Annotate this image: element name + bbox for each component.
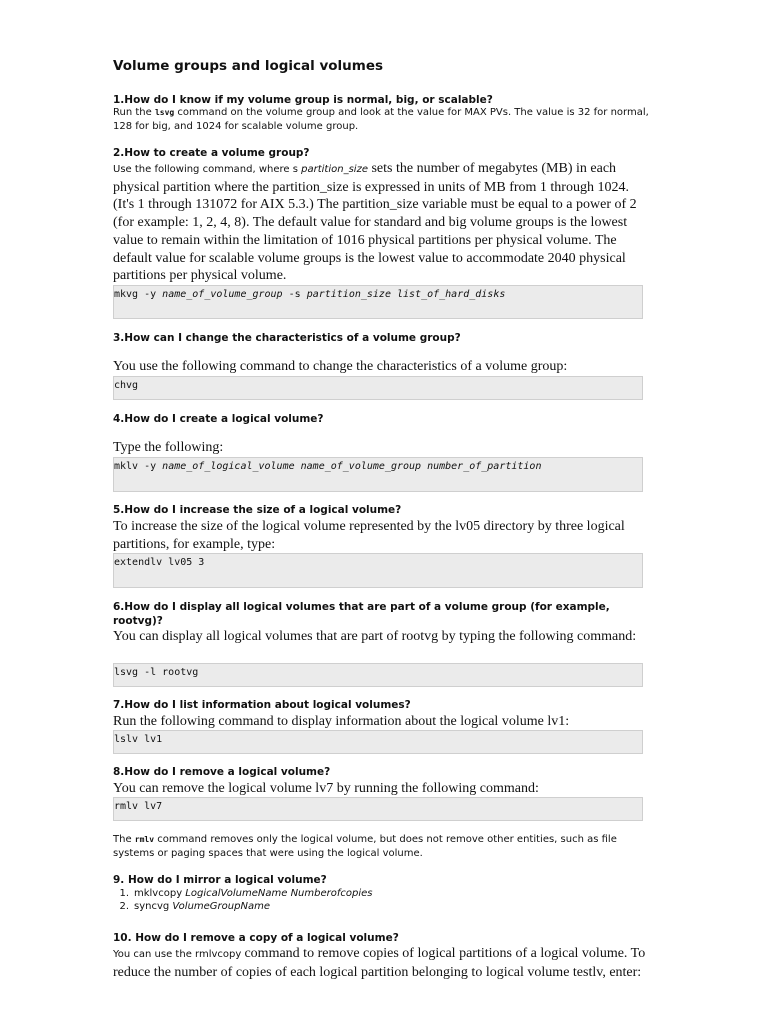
answer-5: To increase the size of the logical volume represented by the lv05 directory by three logical partitions, for example, type:: [113, 519, 625, 552]
code-block-extendlv: extendlv lv05 3: [113, 553, 643, 588]
lsvg-command: lsvg: [154, 108, 175, 117]
answer-1: Run the lsvg command on the volume group and look at the value for MAX PVs. The value is 32 for normal, 128 for big, and 1024 for scalable volume group.: [113, 107, 649, 132]
question-4: 4.How do I create a logical volume?: [113, 413, 324, 425]
code-block-lslv: lslv lv1: [113, 730, 643, 754]
code-block-mkvg: mkvg -y name_of_volume_group -s partition_size list_of_hard_disks: [113, 285, 643, 319]
page-title: Volume groups and logical volumes: [113, 58, 384, 74]
rmlv-command: rmlv: [134, 835, 155, 844]
question-6: 6.How do I display all logical volumes that are part of a volume group (for example, rootvg)?: [113, 601, 610, 627]
question-7: 7.How do I list information about logical volumes?: [113, 699, 411, 711]
question-1: 1.How do I know if my volume group is normal, big, or scalable?: [113, 94, 493, 106]
answer-4: Type the following:: [113, 440, 224, 455]
code-block-chvg: chvg: [113, 376, 643, 400]
question-10: 10. How do I remove a copy of a logical volume?: [113, 932, 399, 944]
question-9: 9. How do I mirror a logical volume?: [113, 874, 327, 886]
mirror-steps-list: [113, 887, 650, 913]
code-block-mklv: mklv -y name_of_logical_volume name_of_volume_group number_of_partition: [113, 457, 643, 492]
answer-2: Use the following command, where s partition_size sets the number of megabytes (MB) in each physical partition where the partition_size is expressed in units of MB from 1 through 1024. (It's 1 through 131072 for AIX 5.3.) The partition_size variable must be equal to a power of 2 (for example: 1, 2, 4, 8). The default value for standard and big volume groups is the lowest value to remain within the limitation of 1016 physical partitions per physical volume. The default value for scalable volume groups is the lowest value to accommodate 2040 physical partitions per physical volume.: [113, 161, 637, 284]
rmlv-note: The rmlv command removes only the logical volume, but does not remove other entities, such as file systems or paging spaces that were using the logical volume.: [113, 834, 617, 859]
answer-6: You can display all logical volumes that are part of rootvg by typing the following command:: [113, 629, 637, 644]
code-block-rmlv: rmlv lv7: [113, 797, 643, 821]
list-item: 2. syncvg VolumeGroupName: [119, 901, 270, 912]
question-8: 8.How do I remove a logical volume?: [113, 766, 331, 778]
partition-size-var: partition_size: [301, 164, 368, 175]
question-3: 3.How can I change the characteristics of a volume group?: [113, 332, 461, 344]
answer-10: You can use the rmlvcopy command to remove copies of logical partitions of a logical volume. To reduce the number of copies of each logical partition belonging to logical volume testlv, enter:: [113, 946, 646, 980]
question-2: 2.How to create a volume group?: [113, 147, 310, 159]
answer-3: You use the following command to change the characteristics of a volume group:: [113, 359, 568, 374]
answer-8: You can remove the logical volume lv7 by running the following command:: [113, 781, 539, 796]
list-item: 1. mklvcopy LogicalVolumeName Numberofcopies: [119, 888, 373, 899]
answer-7: Run the following command to display information about the logical volume lv1:: [113, 714, 570, 729]
question-5: 5.How do I increase the size of a logical volume?: [113, 504, 402, 516]
code-block-lsvg: lsvg -l rootvg: [113, 663, 643, 687]
